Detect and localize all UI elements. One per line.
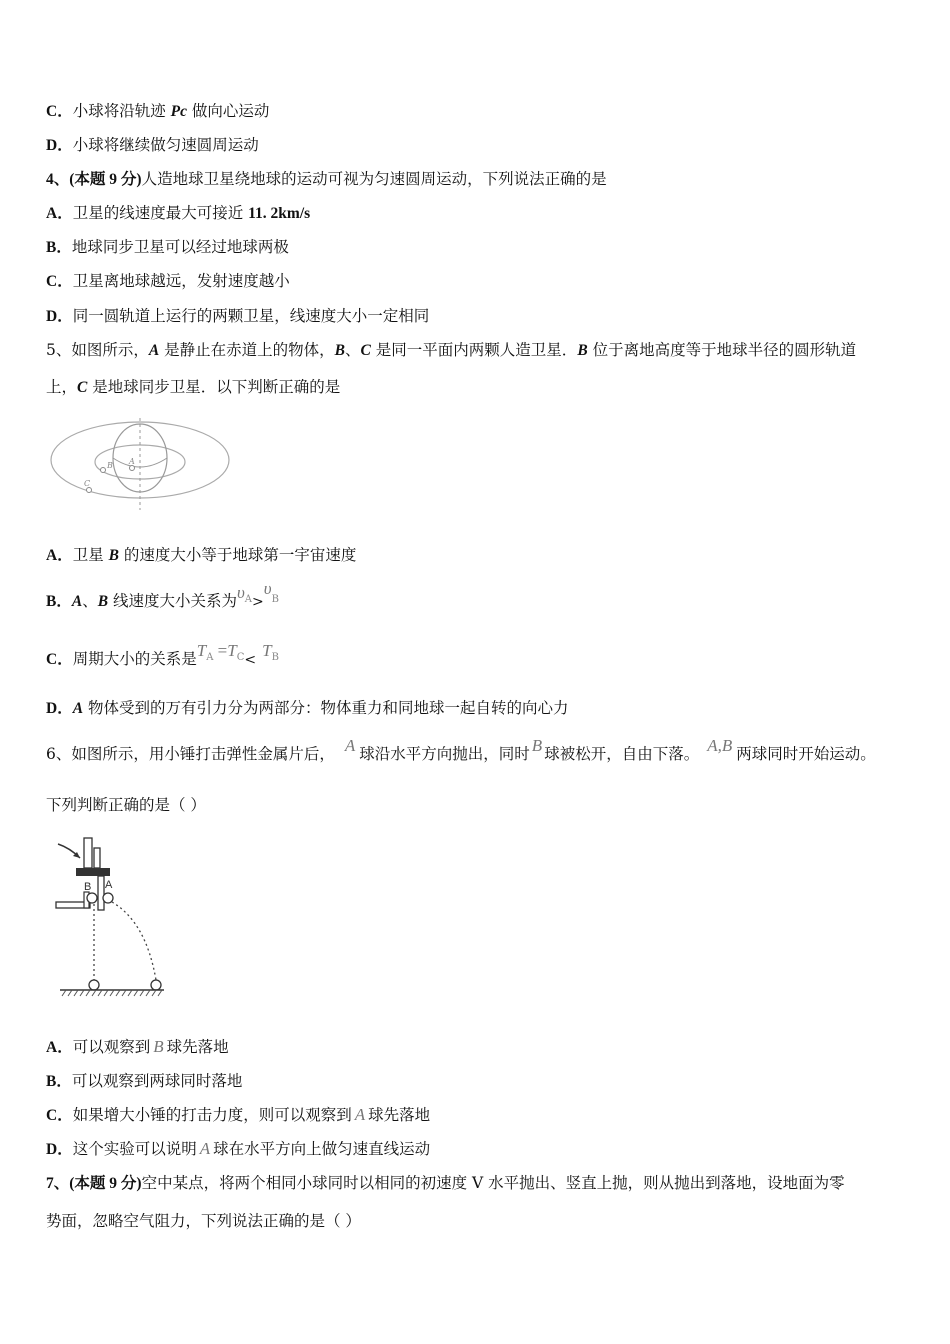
satellite-b [101,468,106,473]
satellite-c [87,488,92,493]
q4-option-a: A．卫星的线速度最大可接近 11. 2km/s [46,204,311,222]
label-c: C [84,479,91,488]
label-b: B [84,881,92,893]
projectile-path [112,902,156,980]
q4-option-b: B．地球同步卫星可以经过地球两极 [46,238,289,256]
label-a: A [129,457,135,466]
hammer-head [94,848,100,868]
label-a: A [105,879,113,891]
q6-option-b: B．可以观察到两球同时落地 [46,1072,243,1090]
velocity-relation: $\upsilon_A>\upsilon_B$ [236,579,279,610]
q5-option-a: A．卫星 B 的速度大小等于地球第一宇宙速度 [46,546,357,564]
period-relation: $T_A =T_C< T_B$ [196,641,279,668]
earth [113,424,167,492]
q5-option-d: D．A 物体受到的万有引力分为两部分：物体重力和同地球一起自转的向心力 [46,699,569,717]
q6-stem-line1: 6、如图所示，用小锤打击弹性金属片后， A 球沿水平方向抛出，同时 B 球被松开，自由下落。 A,B 两球同时开始运动。 [46,736,876,763]
q7-stem-line1: 7、(本题 9 分)空中某点，将两个相同小球同时以相同的初速度 V 水平抛出、竖直上抛，则从抛出到落地，设地面为零 [46,1174,845,1192]
q4-option-d: D．同一圆轨道上运行的两颗卫星，线速度大小一定相同 [46,307,430,325]
q6-stem-line2: 下列判断正确的是（ ） [46,796,206,814]
q5-option-b: B．A、B 线速度大小关系为$\upsilon_A>\upsilon_B$ [46,579,279,610]
q5-stem-line1: 5、如图所示，A 是静止在赤道上的物体，B、C 是同一平面内两颗人造卫星．B 位于离地高度等于地球半径的圆形轨道 [46,341,857,359]
top-bar [76,868,110,876]
q7-stem-line2: 势面，忽略空气阻力，下列说法正确的是（ ） [46,1212,361,1230]
ball-b [87,893,97,903]
q6-option-c: C．如果增大小锤的打击力度，则可以观察到 A 球先落地 [46,1105,431,1124]
stand-post [98,876,104,910]
q3-option-d: D．小球将继续做匀速圆周运动 [46,136,259,154]
ground-hatching [62,990,162,996]
ball-b-landed [89,980,99,990]
hammer [84,838,92,868]
q5-option-c: C．周期大小的关系是$T_A =T_C< T_B$ [46,641,279,668]
q4-stem: 4、(本题 9 分)人造地球卫星绕地球的运动可视为匀速圆周运动，下列说法正确的是 [46,170,607,188]
object-a [130,466,135,471]
q5-stem-line2: 上，C 是地球同步卫星．以下判断正确的是 [46,378,341,396]
ball-a [103,893,113,903]
option-label: C． [46,103,73,120]
orbit-diagram [46,418,236,514]
q6-option-d: D．这个实验可以说明 A 球在水平方向上做匀速直线运动 [46,1139,431,1158]
ball-a-landed [151,980,161,990]
q6-option-a: A．可以观察到 B 球先落地 [46,1037,229,1056]
label-b: B [107,461,113,470]
q3-option-c: C．小球将沿轨迹 Pc 做向心运动 [46,102,270,120]
q4-option-c: C．卫星离地球越远，发射速度越小 [46,272,290,290]
hammer-experiment-diagram [54,832,166,998]
